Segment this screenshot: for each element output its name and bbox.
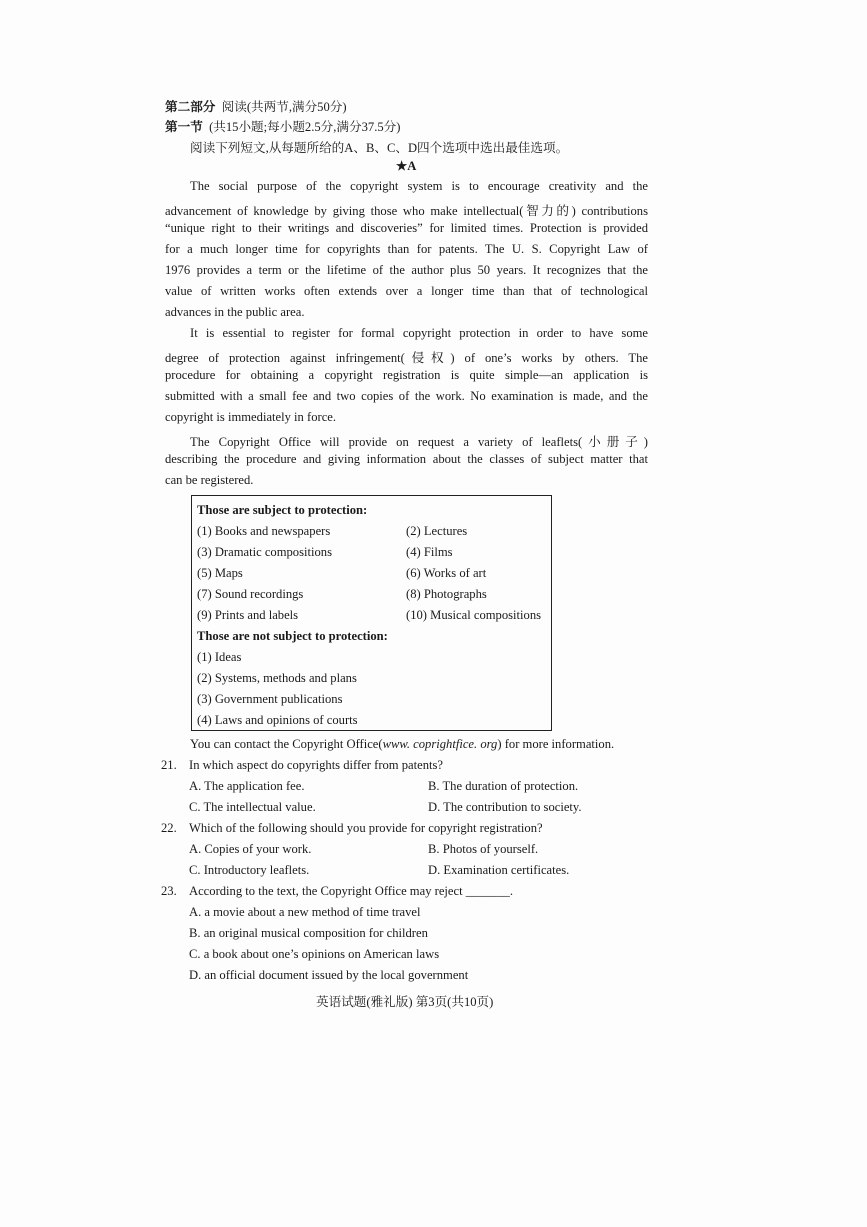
passage-line: procedure for obtaining a copyright registration is quite simple—an application is [165,368,648,382]
section-note: (共15小题;每小题2.5分,满分37.5分) [209,120,401,134]
passage-line: value of written works often extends over a longer time than that of technological [165,284,648,298]
protected-item: (1) Books and newspapers [197,524,331,538]
protection-table [191,495,552,731]
protected-item: (4) Films [406,545,453,559]
option: D. The contribution to society. [428,800,582,814]
contact-url: www. coprightfice. org [382,737,498,751]
option: B. The duration of protection. [428,779,579,793]
question-number: 22. [161,821,177,835]
option: C. Introductory leaflets. [189,863,310,877]
protected-item: (2) Lectures [406,524,468,538]
protected-item: (8) Photographs [406,587,487,601]
passage-line: advancement of knowledge by giving those who make intellectual(智力的) contributions [165,204,648,218]
contact-text: You can contact the Copyright Office( [190,737,383,751]
protected-item: (9) Prints and labels [197,608,299,622]
unprotected-item: (3) Government publications [197,692,343,706]
contact-text-end: ) for more information. [497,737,615,751]
unprotected-item: (2) Systems, methods and plans [197,671,357,685]
option: A. The application fee. [189,779,305,793]
part-title: 阅读(共两节,满分50分) [221,100,347,114]
passage-line: degree of protection against infringement(侵权) of one’s works by others. The [165,351,648,365]
protected-heading: Those are subject to protection: [197,503,368,517]
option: D. Examination certificates. [428,863,570,877]
part-heading [165,96,347,115]
section-heading [165,116,400,135]
passage-line: for a much longer time for copyrights than for patents. The U. S. Copyright Law of [165,242,648,256]
section-label: 第一节 [165,120,203,134]
option: B. Photos of yourself. [428,842,539,856]
protected-item: (5) Maps [197,566,243,580]
passage-label: ★A [396,159,417,173]
passage-line: can be registered. [165,473,254,487]
question-text: Which of the following should you provide for copyright registration? [189,821,543,835]
passage-line: advances in the public area. [165,305,305,319]
passage-line: It is essential to register for formal copyright protection in order to have some [190,326,648,340]
part-label: 第二部分 [165,100,216,114]
page-footer: 英语试题(雅礼版) 第3页(共10页) [316,995,494,1009]
question-number: 23. [161,884,177,898]
protected-item: (6) Works of art [406,566,487,580]
passage-line: copyright is immediately in force. [165,410,337,424]
option: B. an original musical composition for children [189,926,428,940]
protected-item: (7) Sound recordings [197,587,304,601]
option: A. a movie about a new method of time travel [189,905,421,919]
passage-line: “unique right to their writings and discoveries” for limited times. Protection is provided [165,221,648,235]
passage-line: 1976 provides a term or the lifetime of the author plus 50 years. It recognizes that the [165,263,648,277]
passage-line: The Copyright Office will provide on request a variety of leaflets(小册子) [190,435,648,449]
passage-line: The social purpose of the copyright system is to encourage creativity and the [190,179,648,193]
option: D. an official document issued by the local government [189,968,469,982]
unprotected-item: (4) Laws and opinions of courts [197,713,358,727]
option: C. The intellectual value. [189,800,316,814]
protected-item: (3) Dramatic compositions [197,545,333,559]
question-text: In which aspect do copyrights differ from patents? [189,758,444,772]
unprotected-heading: Those are not subject to protection: [197,629,388,643]
instruction: 阅读下列短文,从每题所给的A、B、C、D四个选项中选出最佳选项。 [190,141,569,155]
contact-line [190,737,614,752]
protected-item: (10) Musical compositions [406,608,542,622]
question-number: 21. [161,758,177,772]
passage-line: describing the procedure and giving information about the classes of subject matter that [165,452,648,466]
option: C. a book about one’s opinions on American laws [189,947,440,961]
passage-line: submitted with a small fee and two copies of the work. No examination is made, and the [165,389,648,403]
option: A. Copies of your work. [189,842,312,856]
question-text: According to the text, the Copyright Office may reject _______. [189,884,513,898]
unprotected-item: (1) Ideas [197,650,242,664]
